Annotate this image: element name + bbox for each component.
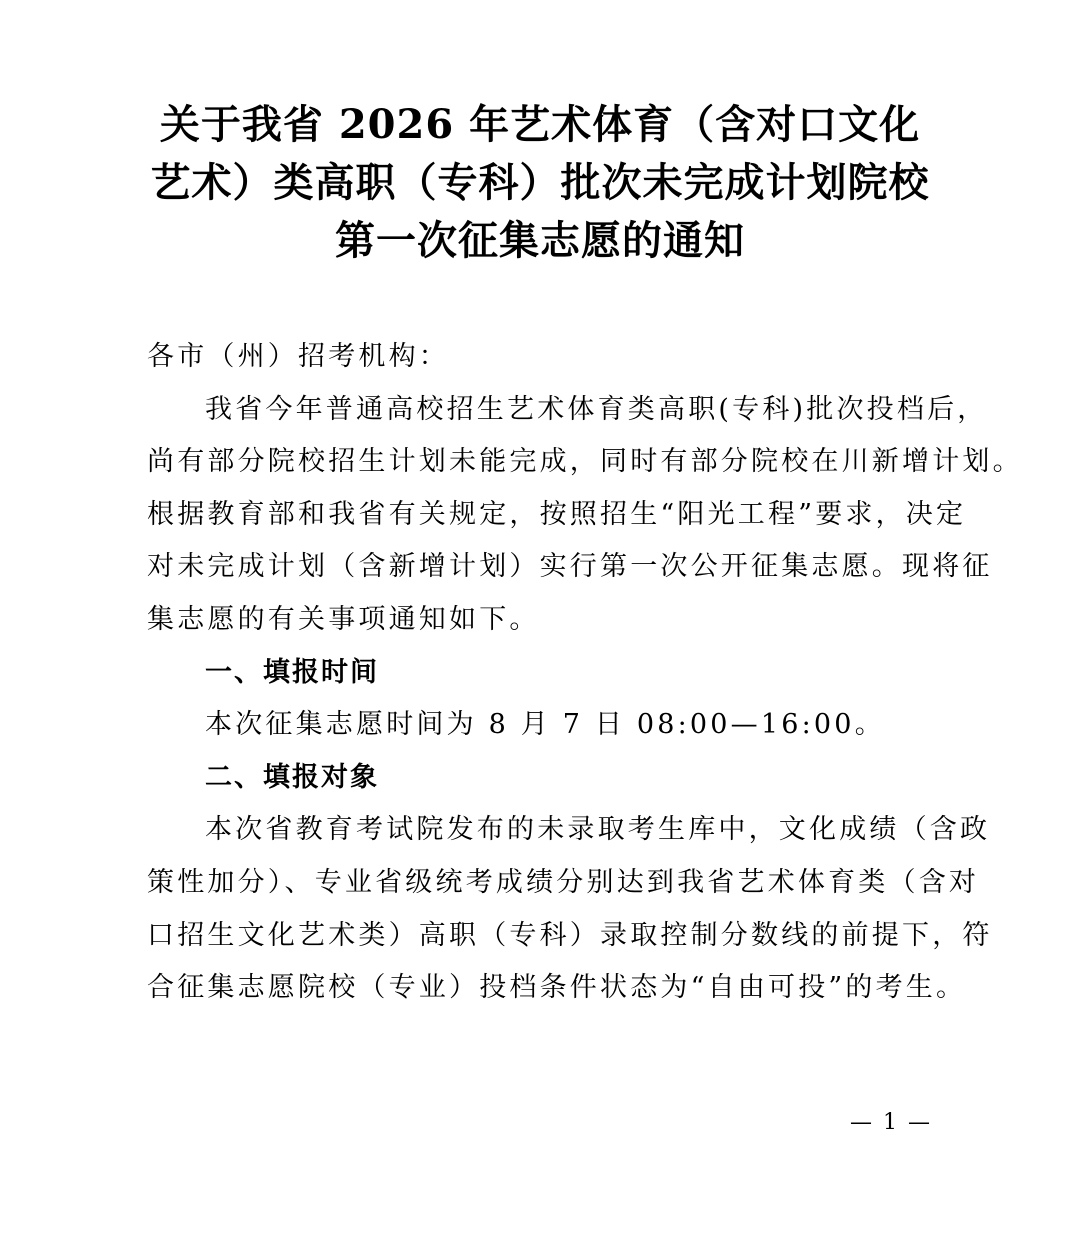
document-body	[147, 331, 1023, 1015]
title-line-3: 第一次征集志愿的通知	[335, 217, 745, 264]
section-line: 口招生文化艺术类）高职（专科）录取控制分数线的前提下，符	[147, 919, 993, 951]
page-number: — 1 —	[850, 1110, 932, 1135]
intro-line: 根据教育部和我省有关规定，按照招生“阳光工程”要求，决定	[147, 498, 967, 530]
section-line: 策性加分）、专业省级统考成绩分别达到我省艺术体育类（含对	[147, 866, 980, 898]
salutation: 各市（州）招考机构：	[147, 341, 449, 372]
document-title	[0, 96, 1080, 270]
intro-line: 集志愿的有关事项通知如下。	[147, 603, 540, 635]
section-text: 本次征集志愿时间为 8 月 7 日 08:00—16:00。	[205, 709, 885, 741]
intro-paragraph	[147, 384, 1023, 647]
title-line-2: 艺术）类高职（专科）批次未完成计划院校	[150, 159, 930, 206]
section-heading: 一、填报时间	[205, 656, 379, 688]
intro-line: 我省今年普通高校招生艺术体育类高职(专科)批次投档后，	[205, 393, 988, 425]
section-line: 合征集志愿院校（专业）投档条件状态为“自由可投”的考生。	[147, 972, 967, 1004]
section-fill-target	[147, 752, 993, 1015]
intro-line: 尚有部分院校招生计划未能完成，同时有部分院校在川新增计划。	[147, 446, 1023, 478]
intro-line: 对未完成计划（含新增计划）实行第一次公开征集志愿。现将征	[147, 551, 993, 583]
section-line: 本次省教育考试院发布的未录取考生库中，文化成绩（含政	[205, 814, 991, 846]
title-line-1: 关于我省 2026 年艺术体育（含对口文化	[159, 101, 921, 148]
section-fill-time	[147, 647, 947, 752]
section-heading: 二、填报对象	[205, 761, 379, 793]
